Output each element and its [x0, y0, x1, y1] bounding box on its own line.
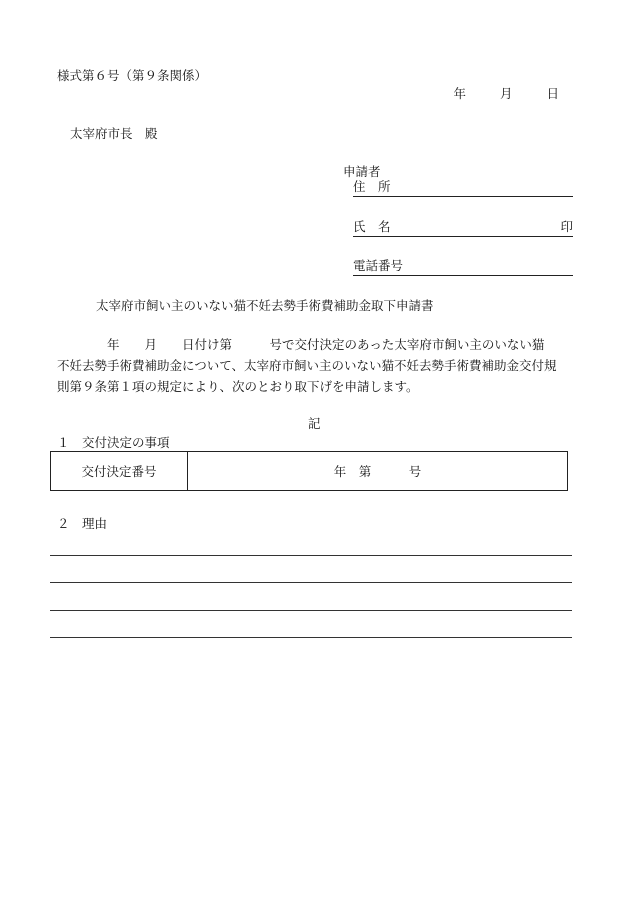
name-label: 氏 名 — [353, 219, 391, 234]
grant-number-value: 年 第 号 — [333, 464, 422, 479]
applicant-label: 申請者 — [343, 164, 381, 179]
grant-number-label: 交付決定番号 — [81, 464, 157, 479]
date-year: 年 — [453, 86, 467, 101]
date-day: 日 — [546, 86, 559, 101]
addressee: 太宰府市長 殿 — [70, 126, 158, 141]
document-title: 太宰府市飼い主のいない猫不妊去勢手術費補助金取下申請書 — [96, 298, 434, 313]
name-field[interactable] — [353, 218, 573, 237]
form-number: 様式第６号（第９条関係） — [57, 68, 208, 83]
phone-field[interactable] — [353, 257, 573, 276]
ki-heading: 記 — [308, 416, 321, 431]
grant-decision-table — [50, 451, 568, 491]
reason-line-3[interactable] — [50, 610, 572, 611]
reason-line-1[interactable] — [50, 555, 572, 556]
date-month: 月 — [500, 86, 513, 101]
body-line-1: 年 月 日付け第 号で交付決定のあった太宰府市飼い主のいない猫 — [57, 337, 545, 352]
address-label: 住 所 — [353, 179, 391, 194]
grant-number-label-cell — [51, 452, 188, 490]
grant-number-value-cell[interactable] — [188, 452, 567, 490]
seal-mark: 印 — [560, 219, 573, 234]
address-field[interactable] — [353, 178, 573, 197]
reason-line-4[interactable] — [50, 637, 572, 638]
body-line-2: 不妊去勢手術費補助金について、太宰府市飼い主のいない猫不妊去勢手術費補助金交付規 — [57, 358, 557, 373]
body-text — [57, 334, 575, 397]
date-line — [454, 84, 559, 102]
section-1-heading: １ 交付決定の事項 — [57, 435, 170, 450]
reason-line-2[interactable] — [50, 582, 572, 583]
section-2-heading: ２ 理由 — [57, 516, 108, 531]
body-line-3: 則第９条第１項の規定により、次のとおり取下げを申請します。 — [57, 379, 419, 394]
phone-label: 電話番号 — [353, 258, 404, 273]
